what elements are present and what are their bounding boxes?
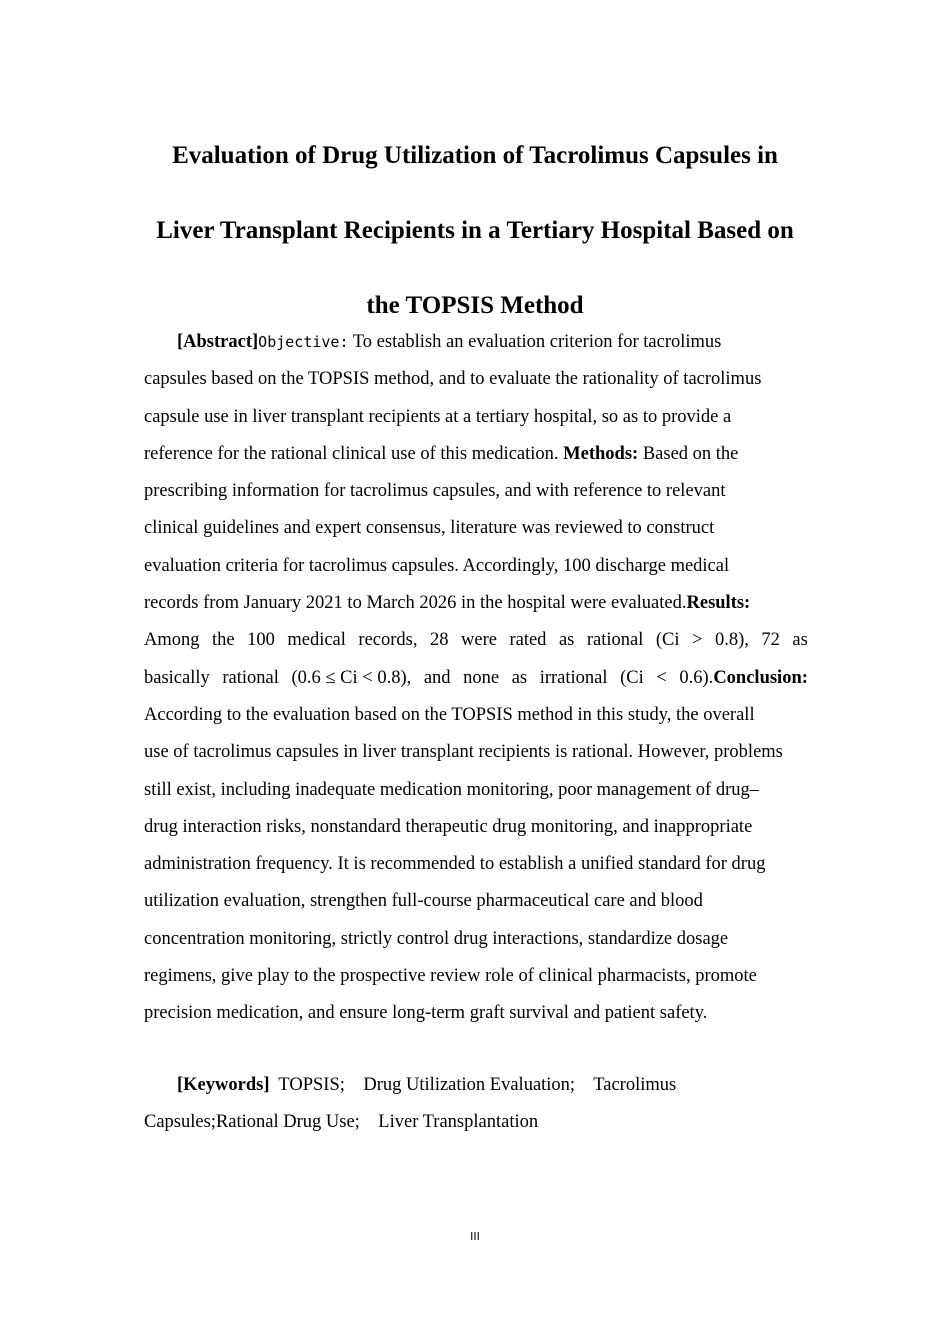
results-label: Results: — [686, 593, 751, 614]
abstract-word: (0.6 ≤ Ci < 0.8), — [291, 667, 412, 688]
abstract-word: and — [423, 667, 451, 688]
abstract-text: records from January 2021 to March 2026 in the hospital were evaluated. — [144, 593, 687, 614]
abstract-word: > — [692, 630, 703, 651]
abstract-word: (Ci — [655, 630, 680, 651]
abstract-word: medical — [287, 630, 346, 651]
abstract-section — [144, 324, 808, 1033]
conclusion-label: Conclusion: — [713, 667, 808, 688]
abstract-word: (Ci — [620, 667, 644, 688]
abstract-line: use of tacrolimus capsules in liver transplant recipients is rational. However, problems — [144, 742, 783, 763]
keywords-label: [Keywords] — [177, 1075, 270, 1095]
abstract-line — [144, 324, 808, 361]
abstract-word: as — [792, 630, 808, 651]
abstract-text: reference for the rational clinical use of this medication. — [144, 443, 564, 464]
keywords-text: TOPSIS; Drug Utilization Evaluation; Tacrolimus — [269, 1075, 677, 1095]
keywords-section — [144, 1067, 808, 1142]
paper-title — [120, 118, 830, 343]
abstract-word: basically — [144, 667, 210, 688]
abstract-line: precision medication, and ensure long-term graft survival and patient safety. — [144, 1003, 708, 1024]
keywords-line — [144, 1067, 808, 1104]
abstract-label: [Abstract] — [177, 332, 259, 352]
abstract-word: irrational — [539, 667, 608, 688]
abstract-line: still exist, including inadequate medication monitoring, poor management of drug– — [144, 779, 759, 800]
abstract-line — [144, 436, 808, 473]
abstract-word: Among — [144, 630, 200, 651]
abstract-line — [144, 585, 808, 622]
title-line-3: the TOPSIS Method — [366, 292, 584, 319]
title-line-1: Evaluation of Drug Utilization of Tacrolimus Capsules in — [172, 142, 778, 169]
abstract-text: Based on the — [638, 443, 739, 464]
abstract-word: none — [463, 667, 500, 688]
abstract-word: were — [461, 630, 497, 651]
abstract-word: as — [558, 630, 575, 651]
abstract-text: To establish an evaluation criterion for tacrolimus — [348, 332, 722, 352]
abstract-word: 72 — [761, 630, 780, 651]
title-line-2: Liver Transplant Recipients in a Tertiary Hospital Based on — [156, 217, 794, 244]
abstract-line: evaluation criteria for tacrolimus capsules. Accordingly, 100 discharge medical — [144, 555, 730, 576]
abstract-word: rational — [586, 630, 644, 651]
page-number: III — [470, 1230, 480, 1243]
keywords-line: Capsules;Rational Drug Use; Liver Transplantation — [144, 1112, 539, 1133]
abstract-line: regimens, give play to the prospective review role of clinical pharmacists, promote — [144, 966, 757, 987]
abstract-line: clinical guidelines and expert consensus, literature was reviewed to construct — [144, 518, 715, 539]
abstract-word: rated — [509, 630, 547, 651]
abstract-word: 28 — [430, 630, 449, 651]
abstract-line: administration frequency. It is recommended to establish a unified standard for drug — [144, 854, 766, 875]
abstract-line: capsule use in liver transplant recipients at a tertiary hospital, so as to provide a — [144, 406, 732, 427]
abstract-line: prescribing information for tacrolimus capsules, and with reference to relevant — [144, 481, 726, 502]
abstract-line: According to the evaluation based on the TOPSIS method in this study, the overall — [144, 704, 755, 725]
abstract-line: drug interaction risks, nonstandard therapeutic drug monitoring, and inappropriate — [144, 816, 753, 837]
methods-label: Methods: — [563, 443, 639, 464]
abstract-word: 0.6).Conclusion: — [679, 667, 808, 688]
abstract-word: the — [212, 630, 235, 651]
abstract-line: utilization evaluation, strengthen full-course pharmaceutical care and blood — [144, 891, 703, 912]
abstract-line-justified — [144, 660, 808, 697]
abstract-word: 0.8), — [714, 630, 749, 651]
objective-label: Objective: — [258, 333, 349, 351]
abstract-line: concentration monitoring, strictly control drug interactions, standardize dosage — [144, 928, 729, 949]
abstract-word: < — [656, 667, 667, 688]
abstract-word: as — [511, 667, 528, 688]
abstract-word: 100 — [247, 630, 275, 651]
abstract-line: capsules based on the TOPSIS method, and to evaluate the rationality of tacrolimus — [144, 369, 762, 390]
abstract-word: rational — [222, 667, 279, 688]
abstract-line-justified — [144, 622, 808, 659]
abstract-word: records, — [358, 630, 418, 651]
